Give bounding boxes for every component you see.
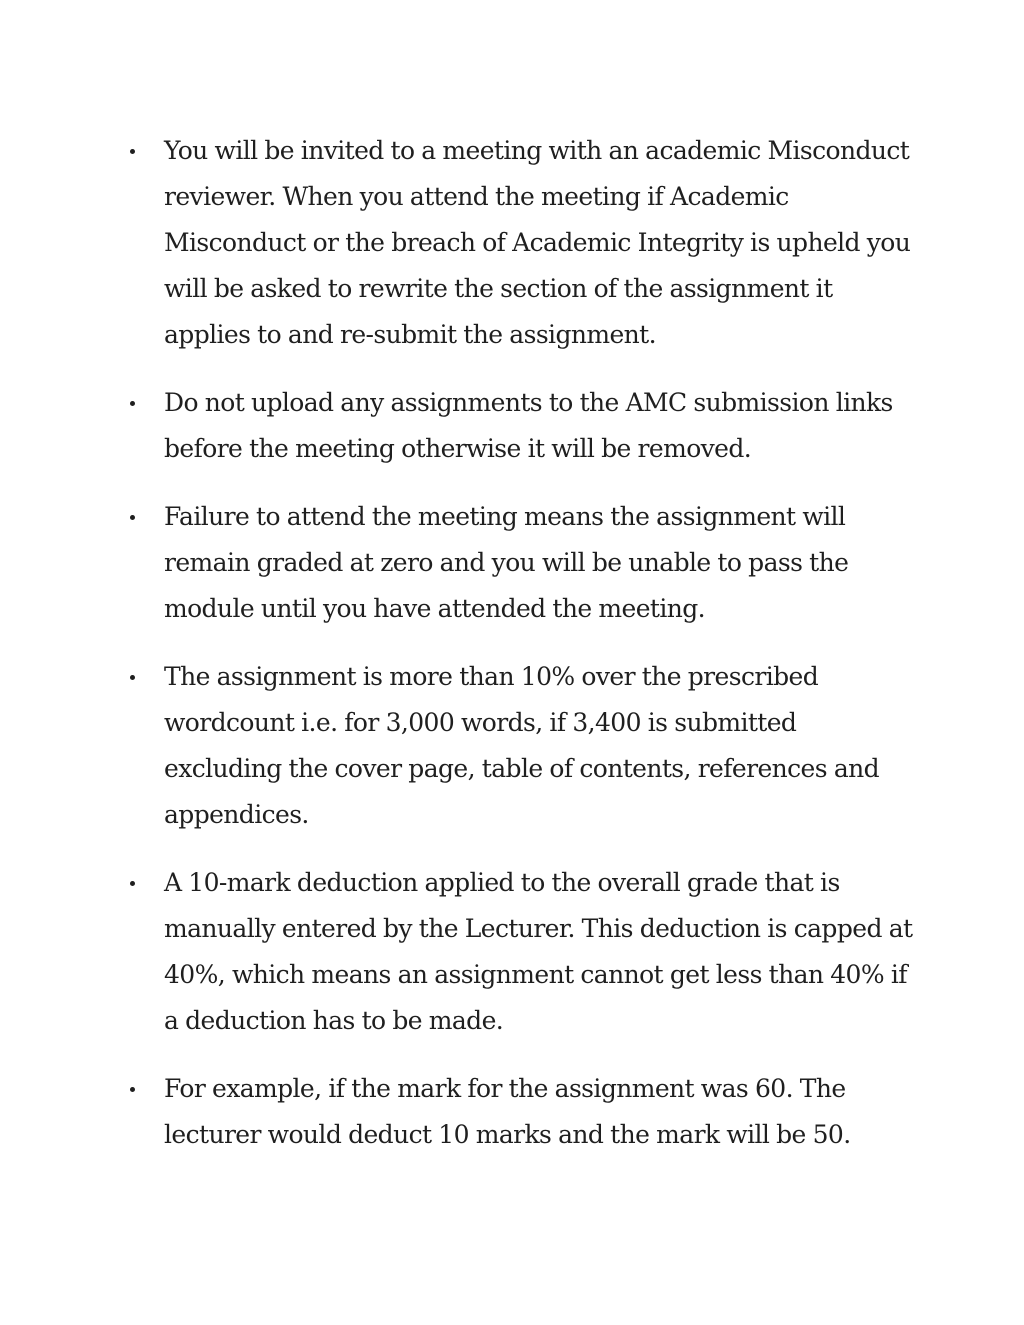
bullet-point-icon — [130, 881, 135, 886]
list-item — [130, 494, 920, 632]
bullet-list — [130, 128, 920, 1180]
list-item — [130, 128, 920, 358]
list-item — [130, 860, 920, 1044]
list-item-text: Do not upload any assignments to the AMC submission links before the meeting otherwise it will be removed. — [164, 388, 893, 463]
bullet-point-icon — [130, 1087, 135, 1092]
bullet-point-icon — [130, 675, 135, 680]
bullet-point-icon — [130, 401, 135, 406]
list-item-text: A 10-mark deduction applied to the overall grade that is manually entered by the Lecturer. This deduction is capped at 40%, which means an assignment cannot get less than 40% if a deduction has to be made. — [164, 868, 913, 1035]
list-item-text: The assignment is more than 10% over the prescribed wordcount i.e. for 3,000 words, if 3,400 is submitted excluding the cover page, table of contents, references and appendices. — [164, 662, 880, 829]
bullet-point-icon — [130, 515, 135, 520]
list-item-text: You will be invited to a meeting with an academic Misconduct reviewer. When you attend the meeting if Academic Misconduct or the breach of Academic Integrity is upheld you will be asked to rewrite the section of the assignment it applies to and re-submit the assignment. — [164, 136, 911, 349]
list-item-text: Failure to attend the meeting means the assignment will remain graded at zero and you will be unable to pass the module until you have attended the meeting. — [164, 502, 849, 623]
bullet-point-icon — [130, 149, 135, 154]
list-item — [130, 654, 920, 838]
list-item — [130, 380, 920, 472]
list-item-text: For example, if the mark for the assignment was 60. The lecturer would deduct 10 marks and the mark will be 50. — [164, 1074, 851, 1149]
list-item — [130, 1066, 920, 1158]
